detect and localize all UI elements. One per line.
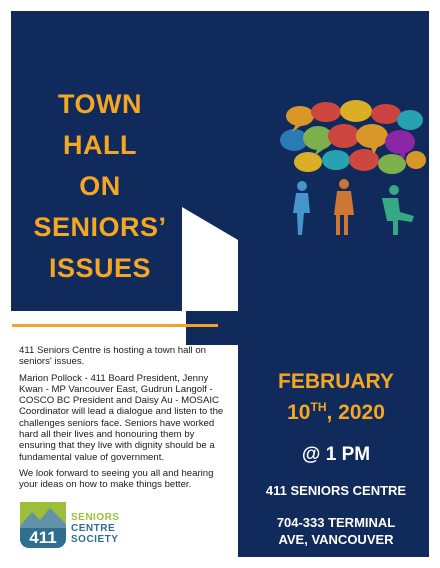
logo-wordmark <box>71 512 120 545</box>
title-line: HALL <box>63 130 137 160</box>
description-paragraph: We look forward to seeing you all and hearing your ideas on how to make things better. <box>19 467 214 491</box>
event-address-line1: 704-333 TERMINAL <box>276 515 396 530</box>
title-line: ON <box>79 171 121 201</box>
mountain-logo-icon <box>20 502 66 548</box>
title-line: ISSUES <box>48 253 152 283</box>
event-address-line2: AVE, VANCOUVER <box>278 532 394 547</box>
date-day-number: 10 <box>287 401 311 424</box>
event-date-month: FEBRUARY <box>278 370 394 393</box>
logo-number: 411 <box>29 528 57 547</box>
organization-logo <box>20 502 180 550</box>
title-line: TOWN <box>58 89 142 119</box>
logo-line: SENIORS <box>71 512 120 523</box>
description-paragraph: Marion Pollock - 411 Board President, Jenny Kwan - MP Vancouver East, Gudrun Langolf - COSCO BC President and Daisy Au - MOSAIC Coordinator will lead a dialogue and listen to the challenges seniors face. Seniors have worked hard all their lives and honouring them by ensuring that they live with dignity should be a fundamental value of government. <box>19 372 224 463</box>
event-description <box>19 345 231 496</box>
speech-bubbles-illustration <box>278 98 428 238</box>
event-time: @ 1 PM <box>301 444 371 465</box>
date-year: , 2020 <box>326 401 385 424</box>
logo-line: SOCIETY <box>71 534 119 545</box>
title-line: SENIORS’ <box>33 212 167 242</box>
divider-rule <box>12 324 218 327</box>
people-silhouettes <box>293 179 414 235</box>
event-title <box>12 84 188 289</box>
event-date-day <box>246 400 426 425</box>
date-suffix: TH <box>310 400 327 414</box>
description-paragraph: 411 Seniors Centre is hosting a town hall on seniors' issues. <box>19 345 207 368</box>
event-venue: 411 SENIORS CENTRE <box>265 483 407 498</box>
logo-line: CENTRE <box>71 523 116 534</box>
